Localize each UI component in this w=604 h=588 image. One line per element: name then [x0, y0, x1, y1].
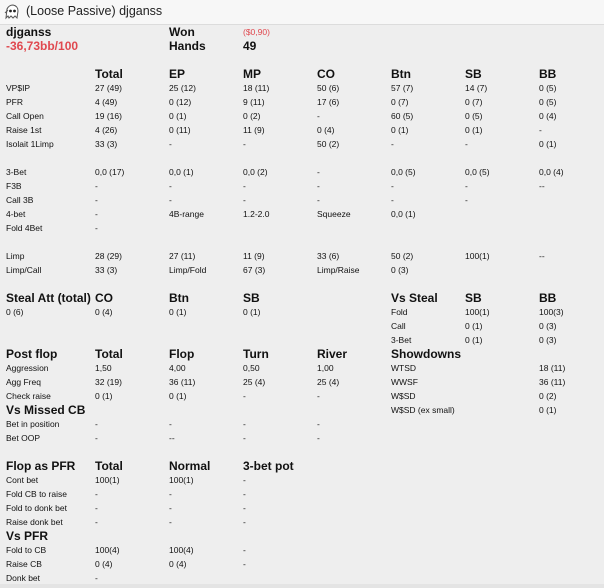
stat-cell: Limp/Raise [317, 265, 360, 275]
column-header: Turn [243, 347, 269, 361]
section-title: Flop as PFR [6, 459, 76, 473]
row-label: Isolait 1Limp [6, 139, 54, 149]
window-title: (Loose Passive) djganss [26, 4, 163, 18]
stat-cell: 33 (6) [317, 251, 340, 261]
row-label: Bet in position [6, 419, 60, 429]
stat-cell: - [317, 433, 320, 443]
stat-cell: 4 (49) [95, 97, 118, 107]
column-header: CO [95, 291, 113, 305]
stat-cell: 67 (3) [243, 265, 266, 275]
stat-cell: - [391, 195, 394, 205]
stat-cell: 9 (11) [243, 97, 265, 107]
column-header: River [317, 347, 348, 361]
row-label: PFR [6, 97, 23, 107]
window-bottom-edge [0, 584, 604, 588]
column-header: Flop [169, 347, 195, 361]
row-label: Raise CB [6, 559, 42, 569]
stat-cell: Limp/Fold [169, 265, 207, 275]
column-header: Btn [391, 67, 411, 81]
hands-value: 49 [243, 39, 257, 53]
stat-cell: - [95, 503, 98, 513]
stat-cell: 33 (3) [95, 265, 118, 275]
stat-cell: - [95, 195, 98, 205]
stat-cell: - [391, 139, 394, 149]
stat-cell: 0 (5) [539, 83, 557, 93]
stat-cell: -- [169, 433, 175, 443]
stat-cell: 25 (4) [243, 377, 266, 387]
stat-cell: - [243, 195, 246, 205]
stat-cell: 0 (5) [465, 111, 483, 121]
stat-cell: - [95, 209, 98, 219]
stat-cell: 100(4) [169, 545, 194, 555]
stat-cell: 0,0 (2) [243, 167, 268, 177]
column-header: EP [169, 67, 186, 81]
stat-cell: 11 (9) [243, 125, 265, 135]
stat-cell: 0 (1) [539, 139, 557, 149]
stat-cell: 0 (12) [169, 97, 192, 107]
stat-cell: 27 (49) [95, 83, 122, 93]
row-label: Fold CB to raise [6, 489, 67, 499]
stat-cell: 100(4) [95, 545, 120, 555]
stat-cell: 0,0 (17) [95, 167, 125, 177]
stat-cell: 32 (19) [95, 377, 122, 387]
stat-cell: - [243, 181, 246, 191]
column-header: SB [465, 67, 482, 81]
stat-cell: - [243, 419, 246, 429]
column-header: Total [95, 459, 123, 473]
row-label: W$SD [391, 391, 416, 401]
stat-cell: - [169, 139, 172, 149]
column-header: BB [539, 291, 557, 305]
won-value: ($0,90) [243, 27, 270, 37]
stat-cell: 0 (1) [539, 405, 557, 415]
section-title: Steal Att (total) [6, 291, 91, 305]
stat-cell: 0 (1) [391, 125, 409, 135]
stat-cell: 0 (3) [539, 335, 557, 345]
row-label: Fold 4Bet [6, 223, 43, 233]
stat-cell: - [243, 517, 246, 527]
column-header: BB [539, 67, 557, 81]
stat-cell: 18 (11) [243, 83, 270, 93]
stat-cell: 0 (2) [243, 111, 261, 121]
section-title: Post flop [6, 347, 58, 361]
stat-cell: 0 (2) [539, 391, 557, 401]
stat-cell: - [95, 573, 98, 583]
stat-cell: - [95, 517, 98, 527]
stat-cell: - [391, 181, 394, 191]
column-header: Total [95, 67, 123, 81]
stat-cell: 50 (2) [391, 251, 414, 261]
stat-cell: 4 (26) [95, 125, 118, 135]
stat-cell: 0 (5) [539, 97, 557, 107]
stat-cell: 57 (7) [391, 83, 414, 93]
stat-cell: 0 (1) [465, 335, 483, 345]
stat-cell: - [465, 195, 468, 205]
stat-cell: - [243, 475, 246, 485]
column-header: Total [95, 347, 123, 361]
stat-cell: 1,00 [317, 363, 334, 373]
stat-cell: - [95, 489, 98, 499]
stat-cell: 0,50 [243, 363, 260, 373]
stat-cell: 4B-range [169, 209, 204, 219]
stat-cell: 0 (7) [465, 97, 483, 107]
stat-cell: 0 (3) [539, 321, 557, 331]
player-winrate: -36,73bb/100 [6, 39, 79, 53]
section-title: Showdowns [391, 347, 461, 361]
stat-cell: 0 (4) [539, 111, 557, 121]
row-label: Agg Freq [6, 377, 41, 387]
won-label: Won [169, 25, 195, 39]
row-label: Bet OOP [6, 433, 41, 443]
stat-cell: 0 (4) [169, 559, 187, 569]
stat-cell: 0,0 (1) [391, 209, 416, 219]
stat-cell: - [95, 419, 98, 429]
stat-cell: - [169, 503, 172, 513]
stat-cell: - [317, 181, 320, 191]
column-header: SB [243, 291, 260, 305]
stat-cell: - [169, 489, 172, 499]
stat-cell: - [317, 111, 320, 121]
row-label: Cont bet [6, 475, 39, 485]
stat-cell: 100(1) [465, 307, 490, 317]
stat-cell: 0 (1) [169, 111, 187, 121]
player-name: djganss [6, 25, 52, 39]
row-label: Fold to donk bet [6, 503, 67, 513]
stat-cell: - [169, 517, 172, 527]
stat-cell: 0 (3) [391, 265, 409, 275]
stat-cell: -- [539, 181, 545, 191]
stat-cell: - [243, 433, 246, 443]
stat-cell: - [317, 391, 320, 401]
section-title: Vs Missed CB [6, 403, 86, 417]
column-header: CO [317, 67, 335, 81]
column-header: SB [465, 291, 482, 305]
stat-cell: - [243, 559, 246, 569]
section-title: Vs Steal [391, 291, 438, 305]
stat-cell: - [317, 167, 320, 177]
stat-cell: 1.2-2.0 [243, 209, 270, 219]
stat-cell: - [95, 223, 98, 233]
stat-cell: 0,0 (1) [169, 167, 194, 177]
stat-cell: 100(3) [539, 307, 564, 317]
stat-cell: 50 (2) [317, 139, 340, 149]
stat-cell: 0 (7) [391, 97, 409, 107]
stat-cell: Squeeze [317, 209, 351, 219]
hands-label: Hands [169, 39, 206, 53]
row-label: Call [391, 321, 406, 331]
stat-cell: 0,0 (5) [465, 167, 490, 177]
stat-cell: - [169, 181, 172, 191]
stat-cell: 0,0 (5) [391, 167, 416, 177]
stat-cell: - [243, 545, 246, 555]
stat-cell: 28 (29) [95, 251, 122, 261]
stat-cell: 0 (1) [465, 321, 483, 331]
stat-cell: -- [539, 251, 545, 261]
row-label: VP$IP [6, 83, 31, 93]
stat-cell: 100(1) [95, 475, 120, 485]
stat-cell: 0 (1) [95, 391, 113, 401]
stat-cell: 100(1) [169, 475, 194, 485]
stat-cell: - [95, 433, 98, 443]
row-label: 4-bet [6, 209, 26, 219]
title-bar[interactable] [0, 0, 604, 25]
stat-cell: 33 (3) [95, 139, 118, 149]
stat-cell: 0 (1) [465, 125, 483, 135]
stat-cell: 11 (9) [243, 251, 265, 261]
stat-cell: 60 (5) [391, 111, 414, 121]
stat-cell: 4,00 [169, 363, 186, 373]
stat-cell: - [465, 181, 468, 191]
stat-cell: - [243, 503, 246, 513]
stat-cell: - [465, 139, 468, 149]
row-label: Raise 1st [6, 125, 42, 135]
stat-cell: - [539, 125, 542, 135]
stat-cell: 0 (1) [243, 307, 261, 317]
row-label: WWSF [391, 377, 418, 387]
stat-cell: - [317, 419, 320, 429]
stat-cell: - [243, 139, 246, 149]
stat-cell: - [243, 489, 246, 499]
stat-cell: 100(1) [465, 251, 490, 261]
row-label: Fold [391, 307, 408, 317]
stat-cell: 0 (4) [95, 307, 113, 317]
row-label: Call 3B [6, 195, 34, 205]
row-label: Donk bet [6, 573, 41, 583]
stat-cell: 25 (4) [317, 377, 340, 387]
stat-cell: - [95, 181, 98, 191]
stat-cell: 0 (1) [169, 391, 187, 401]
row-label: WTSD [391, 363, 417, 373]
stat-cell: 0,0 (4) [539, 167, 564, 177]
stat-cell: 50 (6) [317, 83, 340, 93]
stat-cell: - [243, 391, 246, 401]
stat-cell: - [169, 195, 172, 205]
stat-cell: 0 (4) [95, 559, 113, 569]
row-label: Fold to CB [6, 545, 47, 555]
stat-cell: 17 (6) [317, 97, 340, 107]
stat-cell: 0 (4) [317, 125, 335, 135]
stat-cell: 0 (1) [169, 307, 187, 317]
stat-cell: 27 (11) [169, 251, 196, 261]
column-header: Normal [169, 459, 211, 473]
row-label: Aggression [6, 363, 49, 373]
row-label: 3-Bet [391, 335, 412, 345]
column-header: Btn [169, 291, 189, 305]
row-label: Limp/Call [6, 265, 42, 275]
stat-cell: 14 (7) [465, 83, 488, 93]
row-label: Raise donk bet [6, 517, 63, 527]
stat-cell: 0 (11) [169, 125, 191, 135]
row-label: F3B [6, 181, 22, 191]
row-label: Check raise [6, 391, 51, 401]
stat-cell: 36 (11) [169, 377, 196, 387]
stat-cell: - [169, 419, 172, 429]
column-header: MP [243, 67, 261, 81]
stat-cell: 36 (11) [539, 377, 566, 387]
row-label: 3-Bet [6, 167, 27, 177]
stat-cell: 25 (12) [169, 83, 196, 93]
stat-cell: 19 (16) [95, 111, 122, 121]
stat-cell: 18 (11) [539, 363, 566, 373]
stat-cell: 0 (6) [6, 307, 24, 317]
ghost-skull-icon [4, 4, 20, 20]
stat-cell: 1,50 [95, 363, 112, 373]
row-label: Call Open [6, 111, 44, 121]
column-header: 3-bet pot [243, 459, 294, 473]
row-label: W$SD (ex small) [391, 405, 455, 415]
row-label: Limp [6, 251, 25, 261]
stat-cell: - [317, 195, 320, 205]
section-title: Vs PFR [6, 529, 49, 543]
